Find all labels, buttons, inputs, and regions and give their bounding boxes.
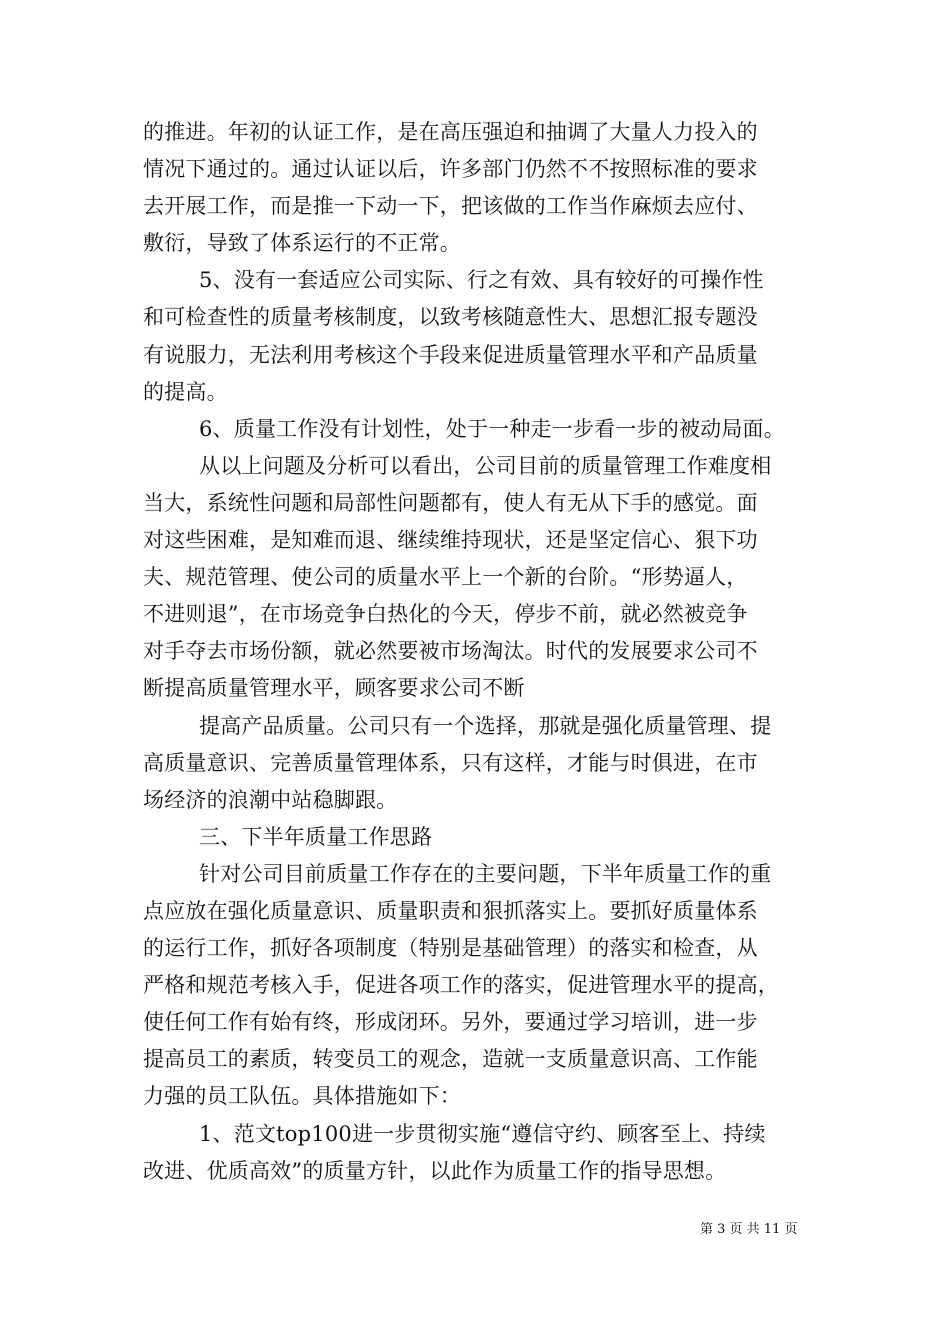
text-line: 提高员工的素质，转变员工的观念，造就一支质量意识高、工作能 (143, 1047, 758, 1072)
text-line: 改进、优质高效”的质量方针，以此作为质量工作的指导思想。 (143, 1158, 727, 1183)
text-line: 严格和规范考核入手，促进各项工作的落实，促进管理水平的提高， (143, 973, 779, 998)
text-line: 力强的员工队伍。具体措施如下： (143, 1084, 461, 1109)
text-line: 敷衍，导致了体系运行的不正常。 (143, 231, 461, 256)
text-line: 当大，系统性问题和局部性问题都有，使人有无从下手的感觉。面 (143, 490, 758, 515)
text-line: 点应放在强化质量意识、质量职责和狠抓落实上。要抓好质量体系 (143, 898, 758, 923)
body-text (143, 114, 813, 1190)
page-number: 第 3 页 共 11 页 (700, 1222, 798, 1237)
text-line: 针对公司目前质量工作存在的主要问题，下半年质量工作的重 (199, 861, 772, 886)
text-line: 不进则退”，在市场竞争白热化的今天，停步不前，就必然被竞争 (143, 602, 748, 627)
text-line: 去开展工作，而是推一下动一下，把该做的工作当作麻烦去应付、 (143, 194, 758, 219)
text-line: 高质量意识、完善质量管理体系，只有这样，才能与时俱进，在市 (143, 750, 758, 775)
text-line: 6、质量工作没有计划性，处于一种走一步看一步的被动局面。 (199, 416, 785, 441)
text-line: 情况下通过的。通过认证以后，许多部门仍然不不按照标准的要求 (143, 157, 758, 182)
text-line: 5、没有一套适应公司实际、行之有效、具有较好的可操作性 (199, 268, 764, 293)
text-line: 提高产品质量。公司只有一个选择，那就是强化质量管理、提 (199, 713, 772, 738)
text-line: 使任何工作有始有终，形成闭环。另外，要通过学习培训，进一步 (143, 1010, 758, 1035)
text-line: 从以上问题及分析可以看出，公司目前的质量管理工作难度相 (199, 453, 772, 478)
text-line: 对这些困难，是知难而退、继续维持现状，还是坚定信心、狠下功 (143, 528, 758, 553)
text-line: 对手夺去市场份额，就必然要被市场淘汰。时代的发展要求公司不 (143, 639, 758, 664)
text-line: 的运行工作，抓好各项制度（特别是基础管理）的落实和检查，从 (143, 936, 758, 961)
text-line: 的推进。年初的认证工作，是在高压强迫和抽调了大量人力投入的 (143, 120, 758, 144)
text-line: 断提高质量管理水平，顾客要求公司不断 (143, 676, 525, 701)
text-line: 有说服力，无法利用考核这个手段来促进质量管理水平和产品质量 (143, 342, 758, 367)
text-line: 场经济的浪潮中站稳脚跟。 (143, 787, 398, 812)
text-line: 三、下半年质量工作思路 (199, 824, 433, 849)
text-line: 夫、规范管理、使公司的质量水平上一个新的台阶。“形势逼人， (143, 565, 748, 590)
text-line: 1、范文top100进一步贯彻实施“遵信守约、顾客至上、持续 (199, 1121, 766, 1146)
text-line: 的提高。 (143, 379, 228, 404)
text-line: 和可检查性的质量考核制度，以致考核随意性大、思想汇报专题没 (143, 305, 758, 330)
